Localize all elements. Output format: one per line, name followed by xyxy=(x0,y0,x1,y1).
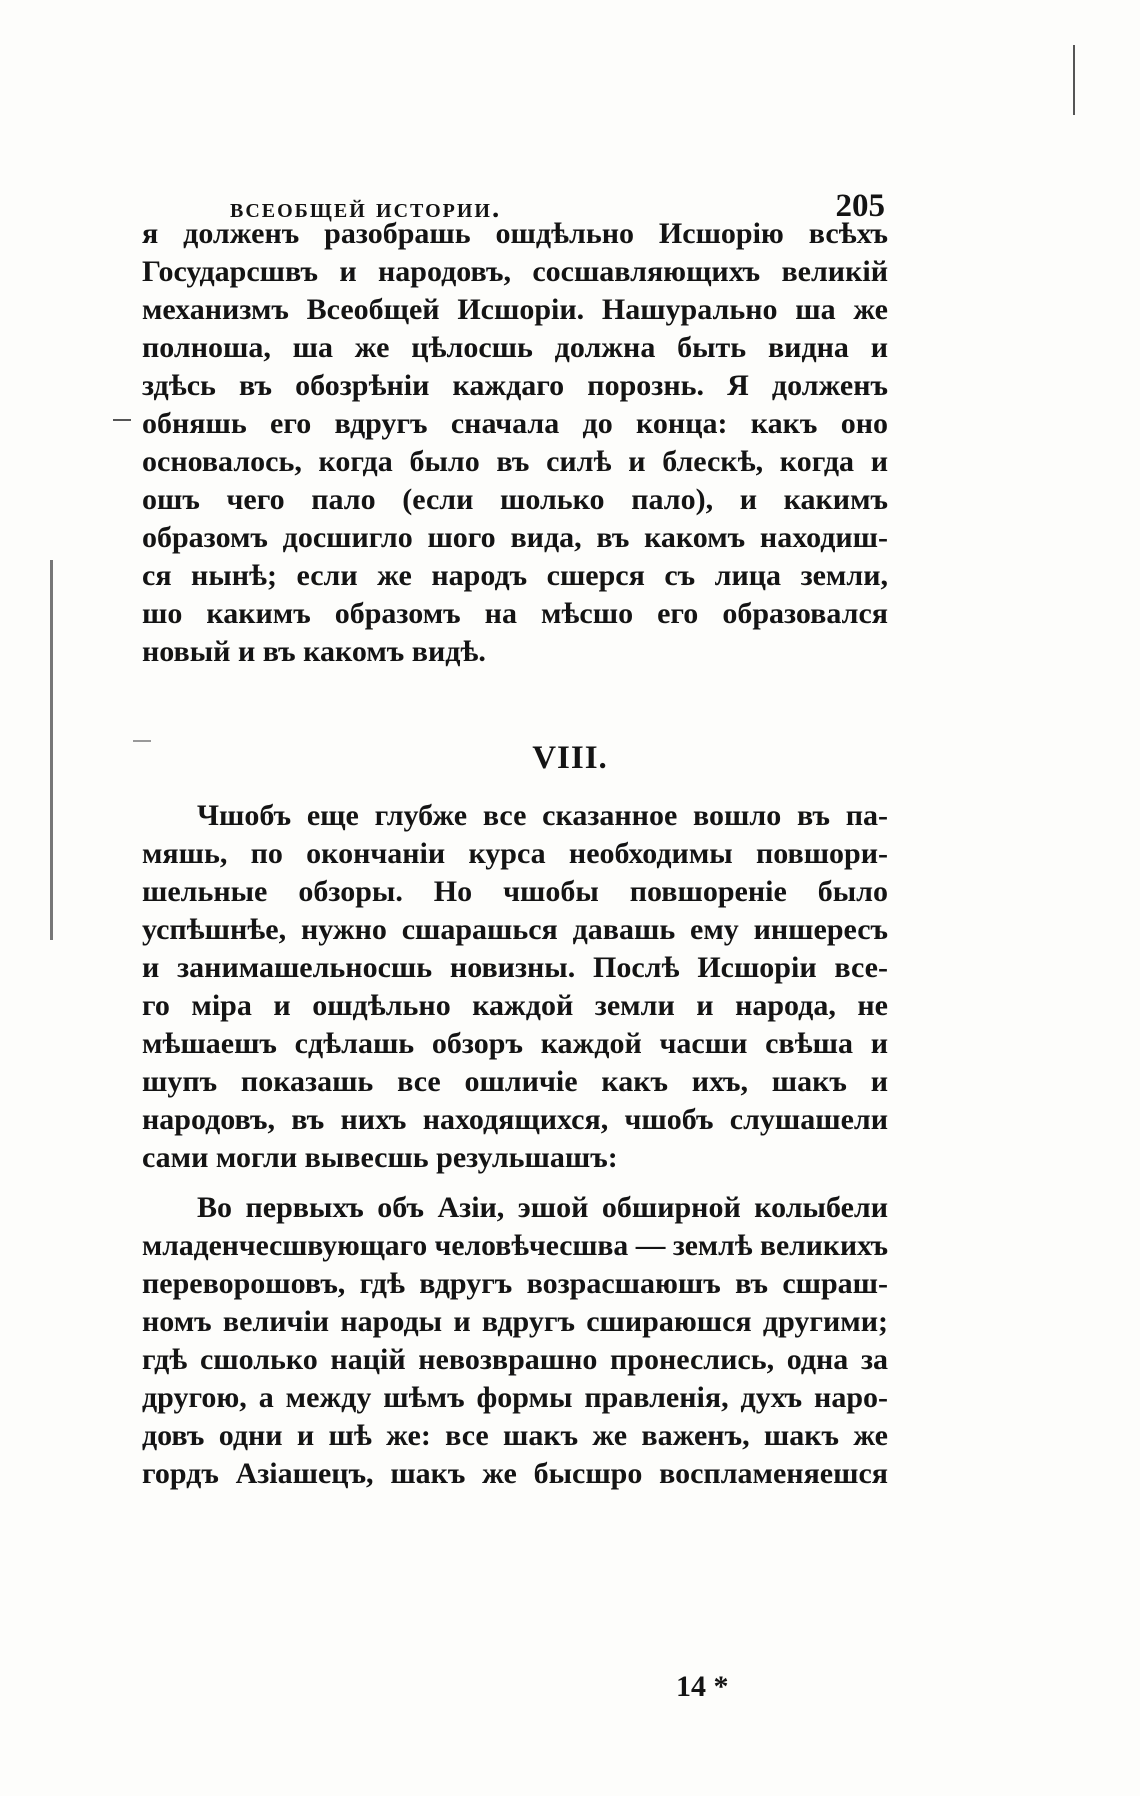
text-line: довъ одни и шѣ же: все шакъ же важенъ, шакъ же xyxy=(142,1419,888,1452)
text-line: механизмъ Всеобщей Исшоріи. Нашурально ша же xyxy=(142,293,888,326)
scan-dash-mark xyxy=(113,419,131,421)
text-line: номъ величіи народы и вдругъ сшираюшся другими; xyxy=(142,1305,888,1338)
text-line: новый и въ какомъ видѣ. xyxy=(142,635,486,668)
text-line: основалось, когда было въ силѣ и блескѣ, когда и xyxy=(142,445,888,478)
text-line: шельные обзоры. Но чшобы повшореніе было xyxy=(142,875,888,908)
text-line: младенчесшвующаго человѣчесшва — землѣ великихъ xyxy=(142,1229,888,1262)
scan-edge-mark xyxy=(1073,45,1075,115)
text-line: успѣшнѣе, нужно сшарашься давашь ему иншересъ xyxy=(142,913,888,946)
text-line: народовъ, въ нихъ находящихся, чшобъ слушашели xyxy=(142,1103,888,1136)
text-line: шупъ показашь все ошличіе какъ ихъ, шакъ и xyxy=(142,1065,888,1098)
signature-mark: 14 * xyxy=(676,1670,729,1703)
text-line: сами могли вывесшь резульшашъ: xyxy=(142,1141,618,1174)
text-line: го міра и ошдѣльно каждой земли и народа, не xyxy=(142,989,888,1022)
text-line: Чшобъ еще глубже все сказанное вошло въ па- xyxy=(197,799,888,832)
text-line: Во первыхъ объ Азіи, эшой обширной колыбели xyxy=(197,1191,888,1224)
section-heading: VIII. xyxy=(532,740,608,776)
text-line: и занимашельносшь новизны. Послѣ Исшоріи все- xyxy=(142,951,888,984)
text-line: образомъ досшигло шого вида, въ какомъ находиш- xyxy=(142,521,888,554)
scan-dash-mark xyxy=(133,740,151,742)
text-line: полноша, ша же цѣлосшь должна быть видна и xyxy=(142,331,888,364)
text-line: я долженъ разобрашь ошдѣльно Исшорію всѣхъ xyxy=(142,217,888,250)
text-line: шо какимъ образомъ на мѣсшо его образовался xyxy=(142,597,888,630)
text-line: ошъ чего пало (если шолько пало), и какимъ xyxy=(142,483,888,516)
running-title: всеобщей истории. xyxy=(230,192,502,224)
text-line: Государсшвъ и народовъ, сосшавляющихъ великій xyxy=(142,255,888,288)
text-line: гдѣ сшолько націй невозврашно пронеслись, одна за xyxy=(142,1343,888,1376)
text-line: обняшь его вдругъ сначала до конца: какъ оно xyxy=(142,407,888,440)
text-line: мяшь, по окончаніи курса необходимы повшори- xyxy=(142,837,888,870)
page-number: 205 xyxy=(835,188,885,224)
text-line: мѣшаешъ сдѣлашь обзоръ каждой часши свѣша и xyxy=(142,1027,888,1060)
text-line: ся нынѣ; если же народъ сшерся съ лица земли, xyxy=(142,559,888,592)
text-line: гордъ Азіашецъ, шакъ же бысшро воспламеняешся xyxy=(142,1457,888,1490)
text-line: переворошовъ, гдѣ вдругъ возрасшаюшъ въ сшраш- xyxy=(142,1267,888,1300)
text-line: здѣсь въ обозрѣніи каждаго порознь. Я долженъ xyxy=(142,369,888,402)
scan-edge-mark xyxy=(50,560,53,940)
text-line: другою, а между шѣмъ формы правленія, духъ наро- xyxy=(142,1381,888,1414)
